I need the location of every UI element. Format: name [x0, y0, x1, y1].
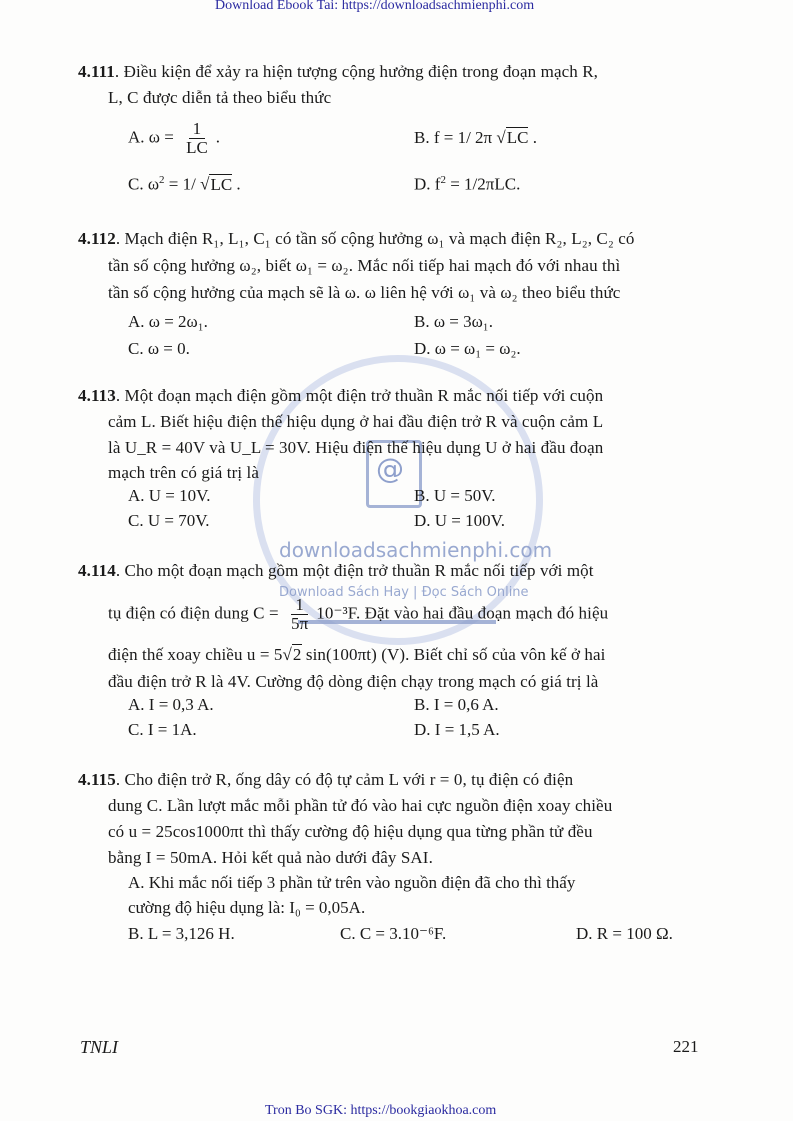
- fraction-denominator: 5π: [290, 613, 309, 633]
- option-c-suffix: .: [232, 174, 241, 194]
- watermark-site: downloadsachmienphi.com: [279, 538, 553, 562]
- sqrt-radicand: LC: [210, 174, 233, 194]
- option-b: B. f = 1/ 2π √LC .: [414, 128, 537, 147]
- line-prefix: tụ điện có điện dung C =: [108, 603, 283, 623]
- option-c: C. ω = 0.: [128, 339, 190, 358]
- question-4-111-line1: [78, 62, 598, 82]
- superscript: 2: [440, 174, 446, 186]
- question-4-113-line2: cảm L. Biết hiệu điện thế hiệu dụng ở hai đầu điện trở R và cuộn cảm L: [108, 412, 604, 431]
- question-4-112-line1: [78, 229, 635, 249]
- page-number: 221: [673, 1037, 699, 1056]
- option-a-line1: A. Khi mắc nối tiếp 3 phần tử trên vào nguồn điện đã cho thì thấy: [128, 873, 576, 892]
- line-suffix: sin(100πt) (V). Biết chỉ số của vôn kế ở hai: [301, 645, 606, 664]
- question-4-115-line4: bằng I = 50mA. Hỏi kết quả nào dưới đây SAI.: [108, 848, 433, 867]
- option-c: C. C = 3.10⁻⁶F.: [340, 924, 447, 943]
- fraction: [287, 596, 312, 633]
- question-4-114-line2: [108, 596, 608, 633]
- option-d: [414, 174, 520, 195]
- question-4-115-line1: [78, 770, 573, 790]
- option-d: D. I = 1,5 A.: [414, 720, 500, 739]
- question-4-111-line2: L, C được diễn tả theo biểu thức: [108, 88, 332, 107]
- sqrt-radicand: LC: [506, 128, 529, 147]
- question-4-115-line2: dung C. Lần lượt mắc mỗi phần tử đó vào hai cực nguồn điện xoay chiều: [108, 796, 613, 815]
- footer-book-code: TNLI: [80, 1037, 119, 1057]
- fraction-denominator: LC: [186, 137, 208, 157]
- question-text: . Một đoạn mạch điện gồm một điện trở thuần R mắc nối tiếp với cuộn: [115, 386, 604, 405]
- question-4-114-line4: đầu điện trở R là 4V. Cường độ dòng điện chạy trong mạch có giá trị là: [108, 672, 599, 691]
- option-a: A. ω = 2ω₁.: [128, 312, 208, 331]
- option-b: B. I = 0,6 A.: [414, 695, 499, 714]
- fraction-numerator: 1: [189, 120, 206, 139]
- option-a: A. I = 0,3 A.: [128, 695, 214, 714]
- option-c-prefix: C. ω: [128, 174, 160, 194]
- option-a-line2: cường độ hiệu dụng là: I₀ = 0,05A.: [128, 898, 366, 917]
- question-4-113-line3: là U_R = 40V và U_L = 30V. Hiệu điện thế hiệu dụng U ở hai đầu đoạn: [108, 438, 604, 457]
- question-4-113-line1: [78, 386, 603, 406]
- option-a-prefix: A. ω =: [128, 127, 179, 147]
- fraction: [182, 120, 212, 157]
- question-4-113-line4: mạch trên có giá trị là: [108, 463, 259, 482]
- option-b: B. ω = 3ω₁.: [414, 312, 493, 331]
- question-number: 4.111: [78, 62, 115, 81]
- line-prefix: điện thế xoay chiều u = 5: [108, 645, 283, 664]
- question-number: 4.113: [78, 386, 116, 405]
- question-4-112-line3: tần số cộng hưởng của mạch sẽ là ω. ω liên hệ với ω₁ và ω₂ theo biểu thức: [108, 283, 621, 302]
- option-c-middle: = 1/: [164, 174, 201, 194]
- option-a-suffix: .: [215, 127, 221, 147]
- superscript: 2: [159, 174, 165, 186]
- download-banner-top[interactable]: Download Ebook Tai: https://downloadsachmienphi.com: [215, 0, 535, 13]
- at-symbol-icon: @: [376, 452, 404, 485]
- question-4-115-line3: có u = 25cos1000πt thì thấy cường độ hiệu dụng qua từng phần tử đều: [108, 822, 593, 841]
- line-suffix: 10⁻³F. Đặt vào hai đầu đoạn mạch đó hiệu: [316, 603, 609, 623]
- question-4-112-line2: tần số cộng hưởng ω₂, biết ω₁ = ω₂. Mắc nối tiếp hai mạch đó với nhau thì: [108, 256, 621, 275]
- question-text: . Cho điện trở R, ống dây có độ tự cảm L với r = 0, tụ điện có điện: [115, 770, 574, 789]
- option-d: D. U = 100V.: [414, 511, 505, 530]
- question-4-114-line1: [78, 561, 594, 581]
- question-text: . Cho một đoạn mạch gồm một điện trở thuần R mắc nối tiếp với một: [115, 561, 594, 580]
- option-b-suffix: .: [528, 128, 537, 147]
- watermark-tagline: Download Sách Hay | Đọc Sách Online: [279, 585, 529, 600]
- option-d-suffix: = 1/2πLC.: [445, 174, 521, 194]
- question-4-114-line3: điện thế xoay chiều u = 5√2 sin(100πt) (V). Biết chỉ số của vôn kế ở hai: [108, 645, 606, 664]
- option-c: C. U = 70V.: [128, 511, 210, 530]
- question-text: . Mạch điện R₁, L₁, C₁ có tần số cộng hưởng ω₁ và mạch điện R₂, L₂, C₂ có: [115, 229, 635, 248]
- option-d: D. ω = ω₁ = ω₂.: [414, 339, 521, 358]
- question-number: 4.112: [78, 229, 116, 248]
- option-b: B. L = 3,126 H.: [128, 924, 235, 943]
- question-number: 4.115: [78, 770, 116, 789]
- option-a: [128, 120, 220, 157]
- question-text: . Điều kiện để xảy ra hiện tượng cộng hưởng điện trong đoạn mạch R,: [114, 62, 598, 81]
- option-b-prefix: B. f = 1/ 2π: [414, 128, 497, 147]
- question-number: 4.114: [78, 561, 116, 580]
- download-banner-bottom[interactable]: Tron Bo SGK: https://bookgiaokhoa.com: [265, 1103, 497, 1118]
- option-d: D. R = 100 Ω.: [576, 924, 673, 943]
- option-b: B. U = 50V.: [414, 486, 496, 505]
- option-c: C. I = 1A.: [128, 720, 197, 739]
- option-c: C. $\omega^2 = 1/$ √LC .: [128, 174, 241, 194]
- sqrt-radicand: 2: [292, 645, 302, 664]
- option-d-prefix: D. f: [414, 174, 441, 194]
- fraction-numerator: 1: [291, 596, 308, 615]
- option-a: A. U = 10V.: [128, 486, 211, 505]
